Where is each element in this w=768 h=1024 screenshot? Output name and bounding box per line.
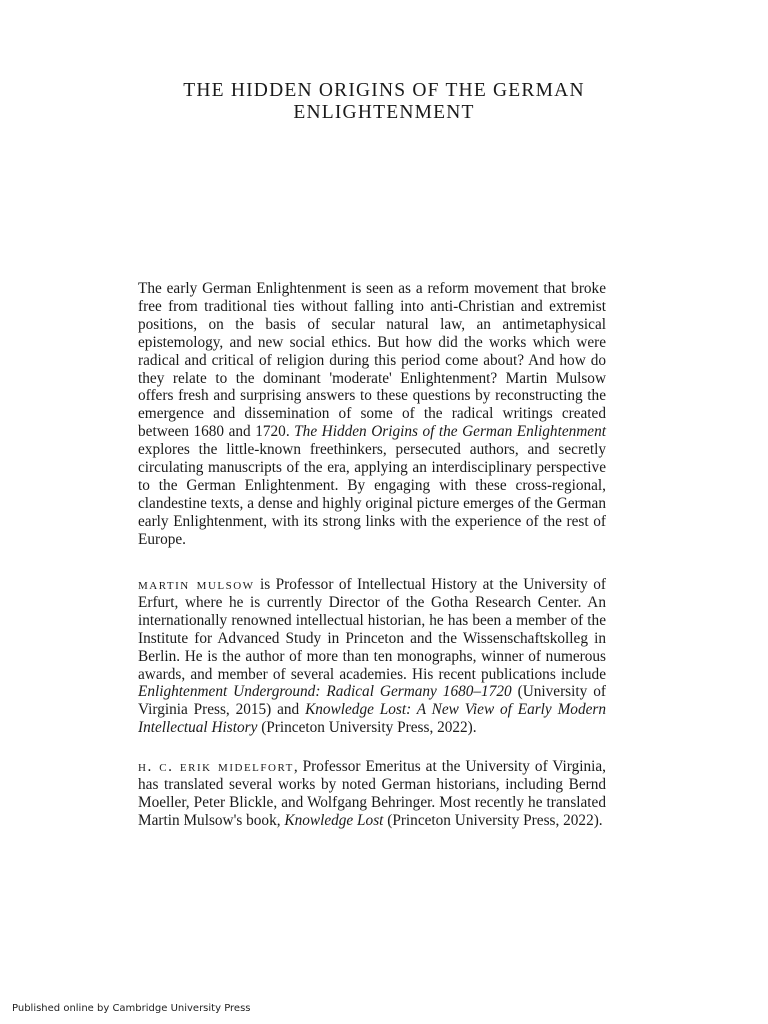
abstract-book-title: The Hidden Origins of the German Enlightenment (294, 423, 606, 441)
abstract-paragraph (138, 280, 606, 549)
author-bio-paragraph (138, 576, 606, 737)
translator-text-1: , Professor Emeritus at the University of Virginia, has translated several works by noted German historians, including Bernd Moeller, Peter Blickle, and Wolfgang Behringer. Most recently he translated Martin Mulsow's book, (138, 758, 606, 829)
author-book-1: Enlightenment Underground: Radical Germany 1680–1720 (138, 683, 512, 701)
translator-name: h. c. erik midelfort (138, 758, 294, 775)
publisher-footer: Published online by Cambridge University Press (12, 1003, 251, 1014)
abstract-text-2: explores the little-known freethinkers, persecuted authors, and secretly circulating manuscripts of the era, applying an interdisciplinary perspective to the German Enlightenment. By engaging with these cross-regional, clandestine texts, a dense and highly original picture emerges of the German early Enlightenment, with its strong links with the experience of the rest of Europe. (138, 441, 606, 548)
title-line-2: ENLIGHTENMENT (293, 102, 475, 123)
author-text-3: (Princeton University Press, 2022). (257, 719, 477, 737)
author-book-2: Knowledge Lost: A New View of Early Modern Intellectual History (138, 701, 606, 737)
translator-bio-paragraph (138, 758, 606, 830)
author-name: martin mulsow (138, 576, 255, 593)
abstract-text-1: The early German Enlightenment is seen as a reform movement that broke free from traditional ties without falling into anti-Christian and extremist positions, on the basis of secular natural law, an antimetaphysical epistemology, and new social ethics. But how did the works which were radical and critical of religion during this period come about? And how do they relate to the dominant 'moderate' Enlightenment? Martin Mulsow offers fresh and surprising answers to these questions by reconstructing the emergence and dissemination of some of the radical writings created between 1680 and 1720. (138, 280, 606, 441)
book-title-heading (0, 80, 768, 124)
title-line-1: THE HIDDEN ORIGINS OF THE GERMAN (183, 80, 585, 101)
translator-text-2: (Princeton University Press, 2022). (383, 811, 603, 829)
translator-book: Knowledge Lost (284, 811, 384, 829)
author-text-2: (University of Virginia Press, 2015) and (138, 683, 606, 719)
author-text-1: is Professor of Intellectual History at the University of Erfurt, where he is currently Director of the Gotha Research Center. An internationally renowned intellectual historian, he has been a member of the Institute for Advanced Study in Princeton and the Wissenschaftskolleg in Berlin. He is the author of more than ten monographs, winner of numerous awards, and member of several academies. His recent publications include (138, 576, 606, 683)
